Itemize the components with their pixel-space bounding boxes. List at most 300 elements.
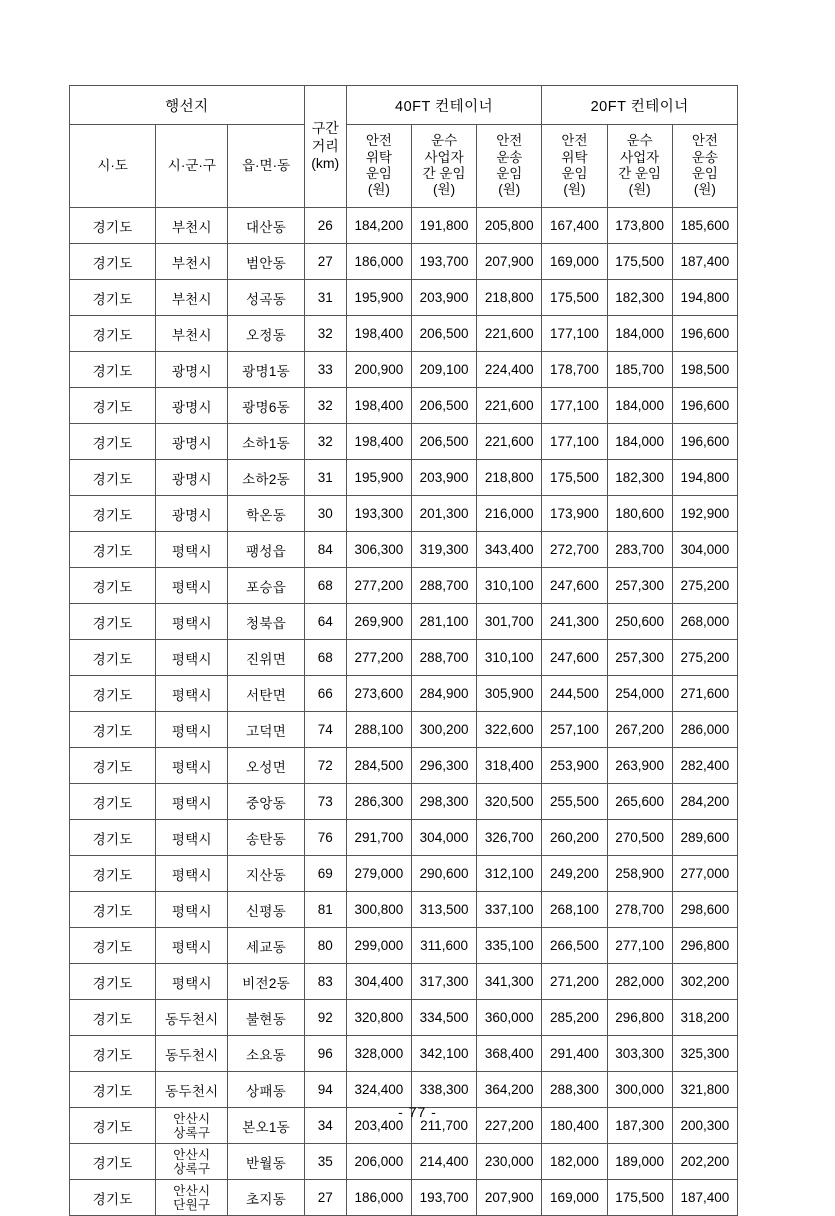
cell-40ft-carrier-fare: 311,600: [411, 928, 476, 964]
cell-40ft-safe-consign-fare: 203,400: [346, 1108, 411, 1144]
cell-40ft-safe-consign-fare: 195,900: [346, 460, 411, 496]
table-row: [70, 208, 738, 244]
cell-40ft-safe-transport-fare: 301,700: [477, 604, 542, 640]
header-40ft-transport-line3: 운임: [496, 166, 523, 181]
cell-sido: 경기도: [70, 784, 156, 820]
cell-eupmyeondong: 오성면: [228, 748, 304, 784]
header-col-20ft-safe-transport-fare: [672, 125, 737, 208]
cell-20ft-safe-transport-fare: 185,600: [672, 208, 737, 244]
cell-20ft-safe-transport-fare: 304,000: [672, 532, 737, 568]
cell-40ft-safe-transport-fare: 224,400: [477, 352, 542, 388]
table-row: [70, 676, 738, 712]
table-row: [70, 316, 738, 352]
cell-20ft-safe-transport-fare: 282,400: [672, 748, 737, 784]
cell-20ft-safe-consign-fare: 272,700: [542, 532, 607, 568]
cell-40ft-safe-consign-fare: 200,900: [346, 352, 411, 388]
header-group-destination: 행선지: [70, 86, 305, 125]
cell-sigungu-line2: 단원구: [173, 1197, 211, 1212]
cell-sigungu: 광명시: [156, 460, 228, 496]
cell-20ft-safe-consign-fare: 177,100: [542, 388, 607, 424]
cell-20ft-safe-transport-fare: 192,900: [672, 496, 737, 532]
cell-40ft-carrier-fare: 201,300: [411, 496, 476, 532]
cell-sido: 경기도: [70, 964, 156, 1000]
cell-20ft-safe-consign-fare: 180,400: [542, 1108, 607, 1144]
cell-40ft-carrier-fare: 288,700: [411, 568, 476, 604]
cell-sigungu: 평택시: [156, 676, 228, 712]
header-40ft-transport-line4: (원): [498, 182, 521, 198]
cell-eupmyeondong: 신평동: [228, 892, 304, 928]
cell-20ft-safe-transport-fare: 194,800: [672, 280, 737, 316]
cell-40ft-safe-consign-fare: 306,300: [346, 532, 411, 568]
cell-sido: 경기도: [70, 1000, 156, 1036]
header-20ft-carrier-line3: 간 운임: [618, 166, 662, 181]
header-distance-line1: 구간: [311, 120, 339, 137]
header-group-40ft: 40FT 컨테이너: [346, 86, 542, 125]
table-row: [70, 568, 738, 604]
cell-distance-km: 69: [304, 856, 346, 892]
cell-distance-km: 64: [304, 604, 346, 640]
header-20ft-carrier-line2: 사업자: [620, 149, 660, 165]
cell-40ft-safe-transport-fare: 216,000: [477, 496, 542, 532]
cell-20ft-safe-consign-fare: 177,100: [542, 316, 607, 352]
cell-20ft-carrier-fare: 175,500: [607, 244, 672, 280]
cell-distance-km: 26: [304, 208, 346, 244]
table-row: [70, 460, 738, 496]
cell-sido: 경기도: [70, 1072, 156, 1108]
cell-eupmyeondong: 광명1동: [228, 352, 304, 388]
cell-40ft-carrier-fare: 298,300: [411, 784, 476, 820]
cell-distance-km: 32: [304, 424, 346, 460]
cell-distance-km: 32: [304, 388, 346, 424]
freight-rate-table: [69, 85, 738, 1216]
header-col-40ft-safe-consign-fare: [346, 125, 411, 208]
cell-40ft-carrier-fare: 209,100: [411, 352, 476, 388]
cell-20ft-carrier-fare: 265,600: [607, 784, 672, 820]
cell-40ft-safe-transport-fare: 322,600: [477, 712, 542, 748]
cell-40ft-carrier-fare: 319,300: [411, 532, 476, 568]
cell-40ft-safe-transport-fare: 326,700: [477, 820, 542, 856]
cell-sigungu: 평택시: [156, 748, 228, 784]
cell-eupmyeondong: 소요동: [228, 1036, 304, 1072]
cell-40ft-safe-consign-fare: 277,200: [346, 568, 411, 604]
cell-40ft-safe-consign-fare: 284,500: [346, 748, 411, 784]
cell-distance-km: 73: [304, 784, 346, 820]
cell-40ft-safe-consign-fare: 273,600: [346, 676, 411, 712]
cell-40ft-safe-transport-fare: 218,800: [477, 460, 542, 496]
table-row: [70, 820, 738, 856]
cell-40ft-safe-consign-fare: 195,900: [346, 280, 411, 316]
cell-40ft-safe-consign-fare: 288,100: [346, 712, 411, 748]
header-20ft-consign-line3: 운임: [561, 166, 588, 181]
cell-sigungu: 동두천시: [156, 1000, 228, 1036]
cell-20ft-carrier-fare: 185,700: [607, 352, 672, 388]
cell-20ft-safe-transport-fare: 284,200: [672, 784, 737, 820]
cell-sigungu: 평택시: [156, 604, 228, 640]
cell-20ft-safe-transport-fare: 277,000: [672, 856, 737, 892]
cell-20ft-carrier-fare: 263,900: [607, 748, 672, 784]
cell-20ft-safe-transport-fare: 296,800: [672, 928, 737, 964]
cell-40ft-safe-consign-fare: 269,900: [346, 604, 411, 640]
cell-eupmyeondong: 본오1동: [228, 1108, 304, 1144]
cell-sigungu: 평택시: [156, 784, 228, 820]
cell-20ft-safe-consign-fare: 175,500: [542, 280, 607, 316]
cell-sido: 경기도: [70, 352, 156, 388]
table-row: [70, 1000, 738, 1036]
cell-eupmyeondong: 소하1동: [228, 424, 304, 460]
header-40ft-consign-line1: 안전: [365, 133, 392, 149]
cell-20ft-carrier-fare: 277,100: [607, 928, 672, 964]
cell-20ft-safe-transport-fare: 271,600: [672, 676, 737, 712]
header-col-40ft-carrier-fare: [411, 125, 476, 208]
cell-eupmyeondong: 청북읍: [228, 604, 304, 640]
header-col-eupmyeondong: 읍·면·동: [228, 125, 304, 208]
table-row: [70, 964, 738, 1000]
cell-sido: 경기도: [70, 712, 156, 748]
cell-40ft-safe-transport-fare: 320,500: [477, 784, 542, 820]
table-row: [70, 244, 738, 280]
cell-20ft-carrier-fare: 184,000: [607, 388, 672, 424]
cell-sido: 경기도: [70, 604, 156, 640]
cell-40ft-safe-transport-fare: 312,100: [477, 856, 542, 892]
cell-20ft-safe-consign-fare: 173,900: [542, 496, 607, 532]
cell-40ft-safe-consign-fare: 184,200: [346, 208, 411, 244]
cell-40ft-safe-consign-fare: 198,400: [346, 316, 411, 352]
cell-20ft-safe-consign-fare: 288,300: [542, 1072, 607, 1108]
cell-20ft-safe-transport-fare: 286,000: [672, 712, 737, 748]
cell-sigungu: 평택시: [156, 820, 228, 856]
cell-sigungu-line2: 상록구: [173, 1125, 211, 1140]
cell-sido: 경기도: [70, 496, 156, 532]
cell-sigungu: 광명시: [156, 424, 228, 460]
cell-sigungu: 평택시: [156, 568, 228, 604]
cell-20ft-carrier-fare: 296,800: [607, 1000, 672, 1036]
cell-20ft-carrier-fare: 267,200: [607, 712, 672, 748]
header-20ft-transport-line2: 운송: [691, 149, 718, 165]
cell-sigungu: [156, 1180, 228, 1216]
header-20ft-carrier-line4: (원): [628, 182, 651, 198]
cell-40ft-carrier-fare: 296,300: [411, 748, 476, 784]
cell-sido: 경기도: [70, 460, 156, 496]
cell-40ft-safe-consign-fare: 198,400: [346, 424, 411, 460]
cell-eupmyeondong: 비전2동: [228, 964, 304, 1000]
cell-20ft-carrier-fare: 184,000: [607, 424, 672, 460]
cell-40ft-safe-transport-fare: 335,100: [477, 928, 542, 964]
cell-20ft-safe-transport-fare: 298,600: [672, 892, 737, 928]
cell-40ft-safe-transport-fare: 230,000: [477, 1144, 542, 1180]
cell-distance-km: 35: [304, 1144, 346, 1180]
cell-distance-km: 96: [304, 1036, 346, 1072]
table-row: [70, 1072, 738, 1108]
cell-40ft-carrier-fare: 214,400: [411, 1144, 476, 1180]
cell-40ft-safe-consign-fare: 277,200: [346, 640, 411, 676]
cell-sido: 경기도: [70, 1144, 156, 1180]
cell-sigungu-line1: 안산시: [173, 1111, 211, 1126]
table-row: [70, 856, 738, 892]
cell-20ft-safe-consign-fare: 257,100: [542, 712, 607, 748]
cell-20ft-safe-consign-fare: 255,500: [542, 784, 607, 820]
cell-distance-km: 31: [304, 280, 346, 316]
cell-sido: 경기도: [70, 532, 156, 568]
cell-sido: 경기도: [70, 568, 156, 604]
page-number: - 77 -: [398, 1104, 437, 1120]
cell-sigungu-line1: 안산시: [173, 1147, 211, 1162]
table-row: [70, 1036, 738, 1072]
cell-40ft-safe-transport-fare: 227,200: [477, 1108, 542, 1144]
cell-distance-km: 27: [304, 244, 346, 280]
cell-sido: 경기도: [70, 1108, 156, 1144]
table-row: [70, 1180, 738, 1216]
cell-20ft-safe-consign-fare: 175,500: [542, 460, 607, 496]
table-row: [70, 784, 738, 820]
header-20ft-consign-line2: 위탁: [561, 149, 588, 165]
cell-40ft-safe-consign-fare: 300,800: [346, 892, 411, 928]
cell-40ft-safe-consign-fare: 328,000: [346, 1036, 411, 1072]
cell-40ft-safe-transport-fare: 221,600: [477, 316, 542, 352]
cell-40ft-carrier-fare: 288,700: [411, 640, 476, 676]
cell-20ft-safe-transport-fare: 275,200: [672, 640, 737, 676]
cell-40ft-safe-consign-fare: 320,800: [346, 1000, 411, 1036]
cell-eupmyeondong: 오정동: [228, 316, 304, 352]
cell-40ft-carrier-fare: 300,200: [411, 712, 476, 748]
cell-sigungu: 평택시: [156, 892, 228, 928]
cell-20ft-safe-transport-fare: 196,600: [672, 388, 737, 424]
cell-20ft-carrier-fare: 182,300: [607, 460, 672, 496]
cell-40ft-carrier-fare: 206,500: [411, 316, 476, 352]
cell-distance-km: 84: [304, 532, 346, 568]
header-subcolumn-row: [70, 125, 738, 208]
cell-sido: 경기도: [70, 640, 156, 676]
cell-eupmyeondong: 송탄동: [228, 820, 304, 856]
cell-40ft-safe-consign-fare: 279,000: [346, 856, 411, 892]
cell-20ft-safe-transport-fare: 318,200: [672, 1000, 737, 1036]
cell-20ft-safe-consign-fare: 266,500: [542, 928, 607, 964]
cell-eupmyeondong: 초지동: [228, 1180, 304, 1216]
cell-20ft-safe-consign-fare: 268,100: [542, 892, 607, 928]
cell-eupmyeondong: 서탄면: [228, 676, 304, 712]
cell-sido: 경기도: [70, 748, 156, 784]
cell-20ft-carrier-fare: 187,300: [607, 1108, 672, 1144]
cell-sido: 경기도: [70, 316, 156, 352]
cell-sido: 경기도: [70, 856, 156, 892]
cell-20ft-safe-consign-fare: 271,200: [542, 964, 607, 1000]
cell-distance-km: 34: [304, 1108, 346, 1144]
cell-20ft-carrier-fare: 278,700: [607, 892, 672, 928]
cell-distance-km: 66: [304, 676, 346, 712]
cell-eupmyeondong: 진위면: [228, 640, 304, 676]
cell-40ft-carrier-fare: 334,500: [411, 1000, 476, 1036]
cell-sigungu: 광명시: [156, 496, 228, 532]
cell-40ft-safe-transport-fare: 221,600: [477, 424, 542, 460]
cell-20ft-safe-transport-fare: 325,300: [672, 1036, 737, 1072]
cell-40ft-safe-transport-fare: 221,600: [477, 388, 542, 424]
cell-40ft-safe-transport-fare: 207,900: [477, 1180, 542, 1216]
cell-20ft-carrier-fare: 173,800: [607, 208, 672, 244]
header-40ft-consign-line2: 위탁: [365, 149, 392, 165]
cell-sido: 경기도: [70, 280, 156, 316]
cell-20ft-carrier-fare: 283,700: [607, 532, 672, 568]
cell-20ft-safe-transport-fare: 196,600: [672, 424, 737, 460]
cell-20ft-safe-transport-fare: 194,800: [672, 460, 737, 496]
cell-eupmyeondong: 불현동: [228, 1000, 304, 1036]
cell-sido: 경기도: [70, 244, 156, 280]
cell-40ft-carrier-fare: 193,700: [411, 244, 476, 280]
cell-40ft-carrier-fare: 342,100: [411, 1036, 476, 1072]
header-40ft-carrier-line4: (원): [433, 182, 456, 198]
cell-40ft-carrier-fare: 206,500: [411, 424, 476, 460]
cell-20ft-carrier-fare: 254,000: [607, 676, 672, 712]
table-row: [70, 532, 738, 568]
cell-40ft-carrier-fare: 317,300: [411, 964, 476, 1000]
cell-eupmyeondong: 팽성읍: [228, 532, 304, 568]
header-40ft-transport-line1: 안전: [496, 133, 523, 149]
cell-sido: 경기도: [70, 424, 156, 460]
cell-distance-km: 74: [304, 712, 346, 748]
freight-rate-table-container: [69, 85, 738, 1216]
cell-distance-km: 81: [304, 892, 346, 928]
cell-20ft-safe-transport-fare: 187,400: [672, 244, 737, 280]
cell-20ft-carrier-fare: 300,000: [607, 1072, 672, 1108]
cell-40ft-carrier-fare: 290,600: [411, 856, 476, 892]
table-row: [70, 496, 738, 532]
cell-40ft-safe-transport-fare: 207,900: [477, 244, 542, 280]
header-distance: [304, 86, 346, 208]
cell-eupmyeondong: 고덕면: [228, 712, 304, 748]
table-row: [70, 928, 738, 964]
header-distance-line2: 거리: [311, 137, 339, 154]
cell-distance-km: 72: [304, 748, 346, 784]
cell-20ft-carrier-fare: 175,500: [607, 1180, 672, 1216]
header-group-row: [70, 86, 738, 125]
cell-sigungu: 평택시: [156, 964, 228, 1000]
cell-sigungu: 평택시: [156, 712, 228, 748]
cell-sido: 경기도: [70, 676, 156, 712]
cell-eupmyeondong: 범안동: [228, 244, 304, 280]
cell-distance-km: 76: [304, 820, 346, 856]
cell-40ft-carrier-fare: 191,800: [411, 208, 476, 244]
cell-sido: 경기도: [70, 388, 156, 424]
cell-40ft-safe-transport-fare: 305,900: [477, 676, 542, 712]
cell-sigungu: 동두천시: [156, 1036, 228, 1072]
header-col-40ft-safe-transport-fare: [477, 125, 542, 208]
table-row: [70, 388, 738, 424]
cell-40ft-safe-consign-fare: 186,000: [346, 1180, 411, 1216]
cell-distance-km: 83: [304, 964, 346, 1000]
cell-20ft-carrier-fare: 184,000: [607, 316, 672, 352]
header-40ft-carrier-line2: 사업자: [424, 149, 464, 165]
cell-40ft-safe-transport-fare: 343,400: [477, 532, 542, 568]
cell-20ft-safe-transport-fare: 302,200: [672, 964, 737, 1000]
cell-20ft-safe-consign-fare: 253,900: [542, 748, 607, 784]
cell-sigungu: 평택시: [156, 532, 228, 568]
cell-40ft-safe-transport-fare: 310,100: [477, 640, 542, 676]
cell-20ft-safe-transport-fare: 268,000: [672, 604, 737, 640]
cell-distance-km: 32: [304, 316, 346, 352]
cell-20ft-carrier-fare: 250,600: [607, 604, 672, 640]
cell-distance-km: 68: [304, 568, 346, 604]
header-40ft-carrier-line3: 간 운임: [422, 166, 466, 181]
cell-40ft-safe-consign-fare: 186,000: [346, 244, 411, 280]
cell-40ft-safe-transport-fare: 364,200: [477, 1072, 542, 1108]
cell-20ft-safe-consign-fare: 285,200: [542, 1000, 607, 1036]
cell-20ft-carrier-fare: 303,300: [607, 1036, 672, 1072]
table-row: [70, 640, 738, 676]
cell-sigungu: 평택시: [156, 928, 228, 964]
cell-sido: 경기도: [70, 820, 156, 856]
cell-eupmyeondong: 세교동: [228, 928, 304, 964]
cell-sigungu: 평택시: [156, 640, 228, 676]
cell-20ft-carrier-fare: 189,000: [607, 1144, 672, 1180]
header-20ft-consign-line4: (원): [563, 182, 586, 198]
cell-40ft-safe-transport-fare: 205,800: [477, 208, 542, 244]
cell-distance-km: 33: [304, 352, 346, 388]
cell-distance-km: 80: [304, 928, 346, 964]
cell-20ft-carrier-fare: 257,300: [607, 568, 672, 604]
cell-distance-km: 31: [304, 460, 346, 496]
cell-20ft-carrier-fare: 282,000: [607, 964, 672, 1000]
cell-eupmyeondong: 성곡동: [228, 280, 304, 316]
cell-20ft-safe-transport-fare: 289,600: [672, 820, 737, 856]
cell-20ft-safe-consign-fare: 260,200: [542, 820, 607, 856]
cell-20ft-safe-transport-fare: 196,600: [672, 316, 737, 352]
cell-20ft-safe-consign-fare: 291,400: [542, 1036, 607, 1072]
header-40ft-consign-line4: (원): [367, 182, 390, 198]
cell-sigungu: 광명시: [156, 352, 228, 388]
header-40ft-carrier-line1: 운수: [431, 133, 458, 149]
cell-sigungu: 평택시: [156, 856, 228, 892]
cell-sido: 경기도: [70, 892, 156, 928]
header-col-sido: 시·도: [70, 125, 156, 208]
cell-40ft-carrier-fare: 338,300: [411, 1072, 476, 1108]
cell-sigungu: 부천시: [156, 244, 228, 280]
cell-40ft-carrier-fare: 313,500: [411, 892, 476, 928]
cell-40ft-safe-transport-fare: 341,300: [477, 964, 542, 1000]
table-row: [70, 748, 738, 784]
cell-sigungu: 부천시: [156, 280, 228, 316]
cell-20ft-carrier-fare: 257,300: [607, 640, 672, 676]
cell-40ft-carrier-fare: 193,700: [411, 1180, 476, 1216]
header-40ft-consign-line3: 운임: [365, 166, 392, 181]
cell-40ft-safe-consign-fare: 291,700: [346, 820, 411, 856]
cell-distance-km: 27: [304, 1180, 346, 1216]
cell-distance-km: 92: [304, 1000, 346, 1036]
header-col-20ft-safe-consign-fare: [542, 125, 607, 208]
cell-20ft-safe-transport-fare: 275,200: [672, 568, 737, 604]
table-row: [70, 604, 738, 640]
header-20ft-consign-line1: 안전: [561, 133, 588, 149]
cell-20ft-safe-consign-fare: 182,000: [542, 1144, 607, 1180]
cell-40ft-safe-consign-fare: 198,400: [346, 388, 411, 424]
table-row: [70, 712, 738, 748]
cell-40ft-safe-transport-fare: 360,000: [477, 1000, 542, 1036]
cell-20ft-safe-transport-fare: 200,300: [672, 1108, 737, 1144]
cell-20ft-safe-consign-fare: 169,000: [542, 1180, 607, 1216]
cell-20ft-safe-consign-fare: 177,100: [542, 424, 607, 460]
cell-40ft-safe-consign-fare: 193,300: [346, 496, 411, 532]
table-body: [70, 208, 738, 1216]
cell-20ft-carrier-fare: 258,900: [607, 856, 672, 892]
cell-sigungu: 부천시: [156, 316, 228, 352]
cell-distance-km: 30: [304, 496, 346, 532]
cell-sido: 경기도: [70, 1180, 156, 1216]
cell-20ft-safe-transport-fare: 187,400: [672, 1180, 737, 1216]
cell-40ft-carrier-fare: 284,900: [411, 676, 476, 712]
cell-40ft-carrier-fare: 206,500: [411, 388, 476, 424]
cell-20ft-safe-consign-fare: 247,600: [542, 640, 607, 676]
header-40ft-transport-line2: 운송: [496, 149, 523, 165]
header-col-20ft-carrier-fare: [607, 125, 672, 208]
cell-40ft-safe-consign-fare: 299,000: [346, 928, 411, 964]
cell-20ft-carrier-fare: 180,600: [607, 496, 672, 532]
